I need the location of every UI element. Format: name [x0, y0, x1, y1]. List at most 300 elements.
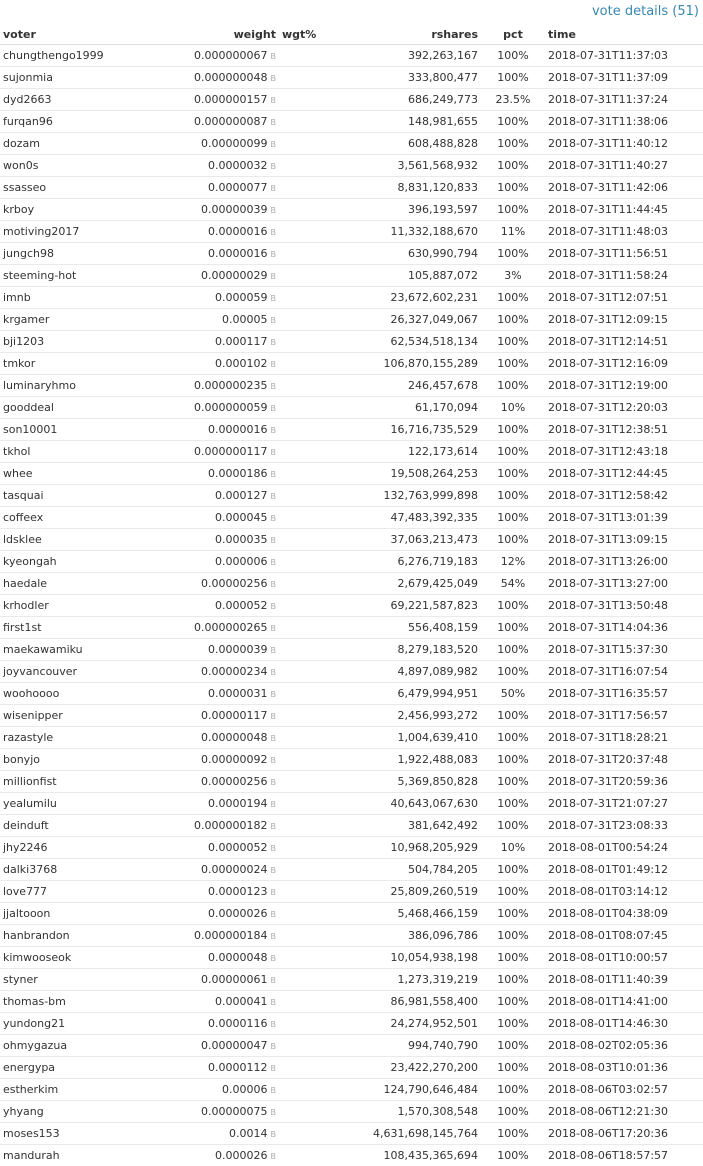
pct-cell: 100% [481, 45, 545, 67]
weight-cell [136, 331, 279, 353]
weight-cell [136, 111, 279, 133]
rshares-cell: 630,990,794 [345, 243, 481, 265]
voter-link[interactable]: yundong21 [0, 1013, 136, 1035]
pct-cell: 100% [481, 727, 545, 749]
rshares-cell: 381,642,492 [345, 815, 481, 837]
wgt-pct-cell [279, 551, 345, 573]
pct-cell: 100% [481, 199, 545, 221]
wgt-pct-cell [279, 727, 345, 749]
rshares-cell: 504,784,205 [345, 859, 481, 881]
rshares-cell: 3,561,568,932 [345, 155, 481, 177]
voter-link[interactable]: moses153 [0, 1123, 136, 1145]
rshares-cell: 69,221,587,823 [345, 595, 481, 617]
voter-link[interactable]: kyeongah [0, 551, 136, 573]
weight-unit: B [270, 690, 276, 699]
column-header-wgt-pct[interactable]: wgt% [279, 24, 345, 45]
time-cell: 2018-07-31T11:42:06 [545, 177, 703, 199]
voter-link[interactable]: krhodler [0, 595, 136, 617]
voter-link[interactable]: coffeex [0, 507, 136, 529]
weight-value: 0.000000048 [194, 71, 268, 84]
voter-link[interactable]: hanbrandon [0, 925, 136, 947]
voter-link[interactable]: styner [0, 969, 136, 991]
table-row [0, 463, 703, 485]
pct-cell: 100% [481, 661, 545, 683]
table-row [0, 331, 703, 353]
rshares-cell: 10,968,205,929 [345, 837, 481, 859]
time-cell: 2018-07-31T12:38:51 [545, 419, 703, 441]
weight-unit: B [270, 52, 276, 61]
table-row [0, 925, 703, 947]
voter-link[interactable]: son10001 [0, 419, 136, 441]
table-row [0, 265, 703, 287]
voter-link[interactable]: dalki3768 [0, 859, 136, 881]
weight-unit: B [270, 800, 276, 809]
wgt-pct-cell [279, 969, 345, 991]
wgt-pct-cell [279, 1101, 345, 1123]
weight-unit: B [270, 976, 276, 985]
pct-cell: 100% [481, 309, 545, 331]
voter-link[interactable]: first1st [0, 617, 136, 639]
rshares-cell: 40,643,067,630 [345, 793, 481, 815]
voter-link[interactable]: krgamer [0, 309, 136, 331]
pct-cell: 100% [481, 639, 545, 661]
weight-cell [136, 991, 279, 1013]
rshares-cell: 23,422,270,200 [345, 1057, 481, 1079]
weight-cell [136, 617, 279, 639]
weight-cell [136, 903, 279, 925]
wgt-pct-cell [279, 947, 345, 969]
table-row [0, 551, 703, 573]
weight-value: 0.00000117 [201, 709, 268, 722]
vote-details-link[interactable]: vote details (51) [591, 4, 699, 19]
weight-value: 0.0000186 [208, 467, 268, 480]
voter-link[interactable]: estherkim [0, 1079, 136, 1101]
weight-cell [136, 419, 279, 441]
time-cell: 2018-08-01T03:14:12 [545, 881, 703, 903]
wgt-pct-cell [279, 375, 345, 397]
voter-link[interactable]: kimwooseok [0, 947, 136, 969]
weight-cell [136, 155, 279, 177]
weight-value: 0.000102 [215, 357, 268, 370]
voter-link[interactable]: steeming-hot [0, 265, 136, 287]
weight-cell [136, 309, 279, 331]
time-cell: 2018-07-31T12:43:18 [545, 441, 703, 463]
voter-link[interactable]: yhyang [0, 1101, 136, 1123]
weight-value: 0.00000024 [201, 863, 268, 876]
weight-value: 0.0014 [229, 1127, 268, 1140]
table-row [0, 881, 703, 903]
wgt-pct-cell [279, 617, 345, 639]
wgt-pct-cell [279, 573, 345, 595]
weight-value: 0.00000075 [201, 1105, 268, 1118]
pct-cell: 10% [481, 397, 545, 419]
pct-cell: 50% [481, 683, 545, 705]
rshares-cell: 686,249,773 [345, 89, 481, 111]
voter-link[interactable]: haedale [0, 573, 136, 595]
wgt-pct-cell [279, 353, 345, 375]
table-row [0, 1101, 703, 1123]
time-cell: 2018-07-31T17:56:57 [545, 705, 703, 727]
rshares-cell: 86,981,558,400 [345, 991, 481, 1013]
time-cell: 2018-07-31T13:26:00 [545, 551, 703, 573]
weight-value: 0.00000256 [201, 775, 268, 788]
weight-value: 0.00000048 [201, 731, 268, 744]
rshares-cell: 122,173,614 [345, 441, 481, 463]
voter-link[interactable]: chungthengo1999 [0, 45, 136, 67]
weight-unit: B [270, 426, 276, 435]
weight-cell [136, 265, 279, 287]
weight-unit: B [270, 96, 276, 105]
time-cell: 2018-07-31T12:14:51 [545, 331, 703, 353]
weight-cell [136, 463, 279, 485]
wgt-pct-cell [279, 441, 345, 463]
table-row [0, 67, 703, 89]
weight-unit: B [270, 954, 276, 963]
rshares-cell: 24,274,952,501 [345, 1013, 481, 1035]
time-cell: 2018-07-31T21:07:27 [545, 793, 703, 815]
pct-cell: 100% [481, 947, 545, 969]
table-row [0, 111, 703, 133]
weight-cell [136, 221, 279, 243]
table-row [0, 353, 703, 375]
table-row [0, 749, 703, 771]
weight-unit: B [270, 470, 276, 479]
weight-unit: B [270, 74, 276, 83]
wgt-pct-cell [279, 463, 345, 485]
table-row [0, 375, 703, 397]
weight-unit: B [270, 1064, 276, 1073]
wgt-pct-cell [279, 309, 345, 331]
weight-unit: B [270, 1152, 276, 1161]
table-row [0, 419, 703, 441]
voter-link[interactable]: tasquai [0, 485, 136, 507]
weight-value: 0.00000234 [201, 665, 268, 678]
wgt-pct-cell [279, 991, 345, 1013]
weight-unit: B [270, 822, 276, 831]
weight-value: 0.00000092 [201, 753, 268, 766]
weight-unit: B [270, 448, 276, 457]
table-row [0, 221, 703, 243]
time-cell: 2018-07-31T12:09:15 [545, 309, 703, 331]
wgt-pct-cell [279, 595, 345, 617]
weight-unit: B [270, 756, 276, 765]
weight-value: 0.0000112 [208, 1061, 268, 1074]
pct-cell: 100% [481, 705, 545, 727]
voter-link[interactable]: bonyjo [0, 749, 136, 771]
rshares-cell: 1,004,639,410 [345, 727, 481, 749]
rshares-cell: 11,332,188,670 [345, 221, 481, 243]
weight-unit: B [270, 712, 276, 721]
voter-link[interactable]: ssasseo [0, 177, 136, 199]
column-header-time[interactable]: time [545, 24, 703, 45]
weight-cell [136, 573, 279, 595]
weight-value: 0.0000016 [208, 423, 268, 436]
column-header-pct[interactable]: pct [481, 24, 545, 45]
rshares-cell: 1,273,319,219 [345, 969, 481, 991]
time-cell: 2018-07-31T16:35:57 [545, 683, 703, 705]
rshares-cell: 5,468,466,159 [345, 903, 481, 925]
voter-link[interactable]: thomas-bm [0, 991, 136, 1013]
time-cell: 2018-07-31T16:07:54 [545, 661, 703, 683]
wgt-pct-cell [279, 1145, 345, 1166]
weight-value: 0.0000116 [208, 1017, 268, 1030]
weight-cell [136, 1035, 279, 1057]
weight-value: 0.0000032 [208, 159, 268, 172]
wgt-pct-cell [279, 793, 345, 815]
weight-value: 0.000052 [215, 599, 268, 612]
pct-cell: 100% [481, 771, 545, 793]
time-cell: 2018-08-01T14:46:30 [545, 1013, 703, 1035]
voter-link[interactable]: millionfist [0, 771, 136, 793]
wgt-pct-cell [279, 45, 345, 67]
table-row [0, 1013, 703, 1035]
weight-value: 0.000000067 [194, 49, 268, 62]
time-cell: 2018-07-31T11:40:12 [545, 133, 703, 155]
time-cell: 2018-07-31T20:59:36 [545, 771, 703, 793]
voter-link[interactable]: wisenipper [0, 705, 136, 727]
table-row [0, 859, 703, 881]
table-row [0, 243, 703, 265]
rshares-cell: 5,369,850,828 [345, 771, 481, 793]
table-row [0, 287, 703, 309]
column-header-weight[interactable]: weight [136, 24, 279, 45]
wgt-pct-cell [279, 1035, 345, 1057]
wgt-pct-cell [279, 221, 345, 243]
voter-link[interactable]: imnb [0, 287, 136, 309]
pct-cell: 100% [481, 1079, 545, 1101]
voter-link[interactable]: tmkor [0, 353, 136, 375]
weight-unit: B [270, 404, 276, 413]
weight-unit: B [270, 888, 276, 897]
pct-cell: 100% [481, 617, 545, 639]
weight-value: 0.000000184 [194, 929, 268, 942]
weight-unit: B [270, 646, 276, 655]
weight-cell [136, 375, 279, 397]
weight-value: 0.00000039 [201, 203, 268, 216]
rshares-cell: 37,063,213,473 [345, 529, 481, 551]
voter-link[interactable]: ohmygazua [0, 1035, 136, 1057]
voter-link[interactable]: ldsklee [0, 529, 136, 551]
rshares-cell: 62,534,518,134 [345, 331, 481, 353]
voter-link[interactable]: jungch98 [0, 243, 136, 265]
rshares-cell: 23,672,602,231 [345, 287, 481, 309]
weight-value: 0.000035 [215, 533, 268, 546]
table-row [0, 639, 703, 661]
table-row [0, 155, 703, 177]
weight-cell [136, 485, 279, 507]
weight-cell [136, 705, 279, 727]
voter-link[interactable]: energypa [0, 1057, 136, 1079]
pct-cell: 3% [481, 265, 545, 287]
time-cell: 2018-08-01T11:40:39 [545, 969, 703, 991]
table-row [0, 177, 703, 199]
voter-link[interactable]: krboy [0, 199, 136, 221]
voter-link[interactable]: love777 [0, 881, 136, 903]
wgt-pct-cell [279, 1013, 345, 1035]
weight-value: 0.0000052 [208, 841, 268, 854]
weight-unit: B [270, 536, 276, 545]
weight-cell [136, 441, 279, 463]
weight-value: 0.00006 [222, 1083, 268, 1096]
weight-value: 0.0000031 [208, 687, 268, 700]
table-row [0, 903, 703, 925]
pct-cell: 100% [481, 1123, 545, 1145]
weight-cell [136, 67, 279, 89]
time-cell: 2018-08-02T02:05:36 [545, 1035, 703, 1057]
weight-cell [136, 771, 279, 793]
weight-cell [136, 595, 279, 617]
voter-link[interactable]: woohoooo [0, 683, 136, 705]
wgt-pct-cell [279, 903, 345, 925]
weight-unit: B [270, 272, 276, 281]
table-row [0, 793, 703, 815]
weight-unit: B [270, 294, 276, 303]
weight-unit: B [270, 602, 276, 611]
rshares-cell: 2,679,425,049 [345, 573, 481, 595]
time-cell: 2018-07-31T12:07:51 [545, 287, 703, 309]
wgt-pct-cell [279, 287, 345, 309]
table-row [0, 573, 703, 595]
time-cell: 2018-07-31T12:19:00 [545, 375, 703, 397]
weight-unit: B [270, 118, 276, 127]
table-row [0, 771, 703, 793]
voter-link[interactable]: yealumilu [0, 793, 136, 815]
rshares-cell: 25,809,260,519 [345, 881, 481, 903]
voter-link[interactable]: gooddeal [0, 397, 136, 419]
time-cell: 2018-07-31T12:44:45 [545, 463, 703, 485]
weight-value: 0.000041 [215, 995, 268, 1008]
rshares-cell: 994,740,790 [345, 1035, 481, 1057]
weight-value: 0.000117 [215, 335, 268, 348]
table-row [0, 1057, 703, 1079]
voter-link[interactable]: mandurah [0, 1145, 136, 1166]
wgt-pct-cell [279, 265, 345, 287]
table-header-row [0, 24, 703, 45]
wgt-pct-cell [279, 199, 345, 221]
weight-cell [136, 1013, 279, 1035]
time-cell: 2018-07-31T12:16:09 [545, 353, 703, 375]
pct-cell: 100% [481, 1101, 545, 1123]
wgt-pct-cell [279, 155, 345, 177]
wgt-pct-cell [279, 859, 345, 881]
table-row [0, 529, 703, 551]
weight-cell [136, 727, 279, 749]
weight-value: 0.00000061 [201, 973, 268, 986]
voter-link[interactable]: motiving2017 [0, 221, 136, 243]
time-cell: 2018-08-01T01:49:12 [545, 859, 703, 881]
pct-cell: 100% [481, 969, 545, 991]
voter-link[interactable]: luminaryhmo [0, 375, 136, 397]
weight-unit: B [270, 206, 276, 215]
voter-link[interactable]: deinduft [0, 815, 136, 837]
weight-value: 0.000000117 [194, 445, 268, 458]
voter-link[interactable]: jhy2246 [0, 837, 136, 859]
column-header-rshares[interactable]: rshares [345, 24, 481, 45]
table-row [0, 309, 703, 331]
voter-link[interactable]: joyvancouver [0, 661, 136, 683]
table-row [0, 507, 703, 529]
voter-link[interactable]: bji1203 [0, 331, 136, 353]
wgt-pct-cell [279, 243, 345, 265]
voter-link[interactable]: tkhol [0, 441, 136, 463]
voter-link[interactable]: jjaltooon [0, 903, 136, 925]
weight-cell [136, 1145, 279, 1166]
weight-value: 0.0000077 [208, 181, 268, 194]
voter-link[interactable]: furqan96 [0, 111, 136, 133]
voter-link[interactable]: razastyle [0, 727, 136, 749]
wgt-pct-cell [279, 177, 345, 199]
column-header-voter[interactable]: voter [0, 24, 136, 45]
weight-unit: B [270, 580, 276, 589]
weight-value: 0.000045 [215, 511, 268, 524]
voter-link[interactable]: sujonmia [0, 67, 136, 89]
weight-cell [136, 1123, 279, 1145]
wgt-pct-cell [279, 419, 345, 441]
pct-cell: 100% [481, 375, 545, 397]
weight-cell [136, 89, 279, 111]
weight-unit: B [270, 514, 276, 523]
rshares-cell: 396,193,597 [345, 199, 481, 221]
weight-value: 0.000000265 [194, 621, 268, 634]
table-row [0, 969, 703, 991]
table-row [0, 1123, 703, 1145]
voter-link[interactable]: dozam [0, 133, 136, 155]
pct-cell: 100% [481, 133, 545, 155]
weight-cell [136, 243, 279, 265]
rshares-cell: 4,897,089,982 [345, 661, 481, 683]
time-cell: 2018-08-01T00:54:24 [545, 837, 703, 859]
weight-cell [136, 353, 279, 375]
weight-unit: B [270, 162, 276, 171]
weight-value: 0.00000047 [201, 1039, 268, 1052]
time-cell: 2018-07-31T11:37:24 [545, 89, 703, 111]
rshares-cell: 61,170,094 [345, 397, 481, 419]
rshares-cell: 105,887,072 [345, 265, 481, 287]
table-row [0, 661, 703, 683]
pct-cell: 100% [481, 155, 545, 177]
weight-cell [136, 133, 279, 155]
weight-cell [136, 45, 279, 67]
time-cell: 2018-07-31T23:08:33 [545, 815, 703, 837]
rshares-cell: 386,096,786 [345, 925, 481, 947]
wgt-pct-cell [279, 661, 345, 683]
time-cell: 2018-07-31T20:37:48 [545, 749, 703, 771]
wgt-pct-cell [279, 397, 345, 419]
weight-cell [136, 507, 279, 529]
weight-value: 0.0000048 [208, 951, 268, 964]
wgt-pct-cell [279, 133, 345, 155]
voter-link[interactable]: won0s [0, 155, 136, 177]
weight-unit: B [270, 866, 276, 875]
voter-link[interactable]: dyd2663 [0, 89, 136, 111]
pct-cell: 100% [481, 67, 545, 89]
weight-value: 0.0000016 [208, 247, 268, 260]
time-cell: 2018-07-31T11:37:09 [545, 67, 703, 89]
table-row [0, 441, 703, 463]
weight-cell [136, 925, 279, 947]
wgt-pct-cell [279, 749, 345, 771]
pct-cell: 12% [481, 551, 545, 573]
weight-cell [136, 793, 279, 815]
time-cell: 2018-08-06T18:57:57 [545, 1145, 703, 1166]
voter-link[interactable]: whee [0, 463, 136, 485]
weight-unit: B [270, 844, 276, 853]
voter-link[interactable]: maekawamiku [0, 639, 136, 661]
rshares-cell: 47,483,392,335 [345, 507, 481, 529]
weight-cell [136, 529, 279, 551]
rshares-cell: 148,981,655 [345, 111, 481, 133]
table-row [0, 199, 703, 221]
